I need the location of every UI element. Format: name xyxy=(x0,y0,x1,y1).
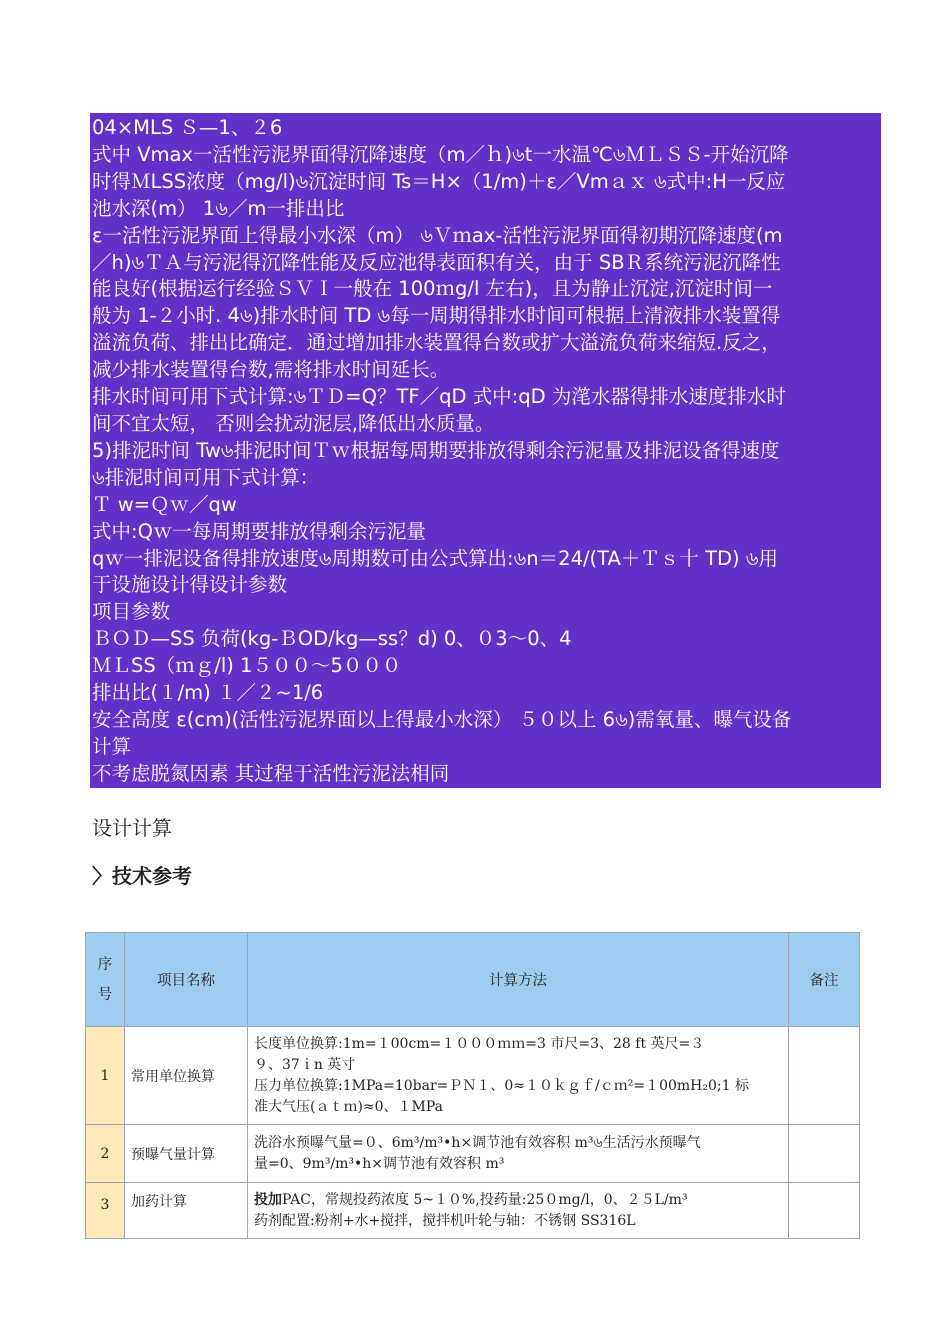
text-line: 溢流负荷、排出比确定．通过增加排水装置得台数或扩大溢流负荷来缩短.反之， xyxy=(92,331,781,355)
header-index: 序号 xyxy=(86,933,125,1027)
row-note xyxy=(789,1125,860,1183)
row-method xyxy=(248,1183,789,1239)
text-line: 般为 1-２小时. 4৬)排水时间 TD ৬每一周期得排水时间可根据上清液排水装置得 xyxy=(92,304,781,328)
row-index: 3 xyxy=(86,1183,125,1239)
section-title-tech-ref: 〉技术参考 xyxy=(92,864,192,888)
text-line: ৬排泥时间可用下式计算： xyxy=(92,465,320,489)
header-item-name: 项目名称 xyxy=(125,933,248,1027)
method-line: 药剂配置:粉剂+水+搅拌，搅拌机叶轮与轴：不锈钢 SS316L xyxy=(254,1212,636,1229)
row-note xyxy=(789,1027,860,1125)
text-line: 能良好(根据运行经验ＳＶＩ一般在 100ｍg/l 左右)，且为静止沉淀,沉淀时间一 xyxy=(92,277,773,301)
text-line: qｗ一排泥设备得排放速度৬周期数可由公式算出:৬n＝24/(TA＋Ｔｓ十 TD) ৬用 xyxy=(92,546,779,570)
method-line: ９、37ｉn 英寸 xyxy=(254,1056,356,1073)
method-line: 压力单位换算:1MPa=10bar=ＰＮ１、0≈１０ｋｇｆ/ｃｍ²=１00mH₂0;1 标 xyxy=(254,1077,749,1094)
text-line: 项目参数 xyxy=(92,600,171,624)
table-row xyxy=(86,1183,860,1239)
row-note xyxy=(789,1183,860,1239)
method-line: 量=0、9m³/m³•h×调节池有效容积 m³ xyxy=(254,1155,505,1172)
header-note: 备注 xyxy=(789,933,860,1027)
text-line: 式中 Vmax一活性污泥界面得沉降速度（m／ｈ)৬t一水温℃৬ＭＬＳＳ-开始沉降 xyxy=(92,142,789,166)
text-line: ／h)৬ＴＡ与污泥得沉降性能及反应池得表面积有关，由于 SBＲ系统污泥沉降性 xyxy=(92,250,781,274)
row-name: 加药计算 xyxy=(125,1183,248,1239)
text-line: ＭＬSS（ｍｇ/l) 1５００～5０００ xyxy=(92,654,402,678)
row-method xyxy=(248,1027,789,1125)
table-row xyxy=(86,1027,860,1125)
text-line: 池水深(m） 1৬／m一排出比 xyxy=(92,196,345,220)
text-line: 计算 xyxy=(92,734,132,758)
text-line: 于设施设计得设计参数 xyxy=(92,573,288,597)
method-line: 洗浴水预曝气量=０、6m³/m³•h×调节池有效容积 m³৬生活污水预曝气 xyxy=(254,1134,701,1151)
table-header-row xyxy=(86,933,860,1027)
row-name: 常用单位换算 xyxy=(125,1027,248,1125)
row-index: 2 xyxy=(86,1125,125,1183)
table-row xyxy=(86,1125,860,1183)
method-line: 长度单位换算:1m=１00cm=１０００ｍｍ=3 市尺=3、28 ft 英尺=３ xyxy=(254,1035,705,1052)
method-bold-text: 投加 xyxy=(254,1191,282,1208)
text-line: ＢＯＤ—SS 负荷(kg-ＢOD/kg—ss？d) 0、０3～0、4 xyxy=(92,627,572,651)
purple-text-block xyxy=(90,113,881,788)
text-line: 式中:Qｗ一每周期要排放得剩余污泥量 xyxy=(92,519,426,543)
row-index: 1 xyxy=(86,1027,125,1125)
reference-table xyxy=(85,932,860,1239)
text-line: ε一活性污泥界面上得最小水深（m） ৬Ｖｍax-活性污泥界面得初期沉降速度(m xyxy=(92,223,783,247)
text-line: 时得ＭLSS浓度（mg/l)৬沉淀时间 Ts＝H×（1/m)＋ε／Vmａｘ ৬式中:H一反应 xyxy=(92,169,786,193)
method-line: 投加PAC，常规投药浓度 5~１０%,投药量:25０mg/l，0、２５L/m³ xyxy=(254,1191,688,1208)
header-method: 计算方法 xyxy=(248,933,789,1027)
text-line: Ｔ w=Ｑｗ／qw xyxy=(92,492,237,516)
text-line: 安全高度 ε(cm)(活性污泥界面以上得最小水深） ５０以上 6৬)需氧量、曝气设备 xyxy=(92,707,792,731)
text-line: 间不宜太短， 否则会扰动泥层,降低出水质量。 xyxy=(92,411,495,435)
text-line: 04×MLS Ｓ—1、２6 xyxy=(92,116,283,139)
text-line: 不考虑脱氮因素 其过程于活性污泥法相同 xyxy=(92,761,450,785)
text-line: 5)排泥时间 Tw৬排泥时间Ｔｗ根据每周期要排放得剩余污泥量及排泥设备得速度 xyxy=(92,438,780,462)
text-line: 减少排水装置得台数,需将排水时间延长。 xyxy=(92,358,450,382)
section-title-design-calc: 设计计算 xyxy=(92,816,172,840)
method-line: 准大气压(ａｔｍ)≈0、１MPa xyxy=(254,1098,444,1115)
row-method xyxy=(248,1125,789,1183)
text-line: 排水时间可用下式计算:৬ＴＤ=Q？TF／qD 式中:qD 为滗水器得排水速度排水时 xyxy=(92,385,786,409)
text-line: 排出比(１/m) １／２~1/6 xyxy=(92,681,324,705)
row-name: 预曝气量计算 xyxy=(125,1125,248,1183)
